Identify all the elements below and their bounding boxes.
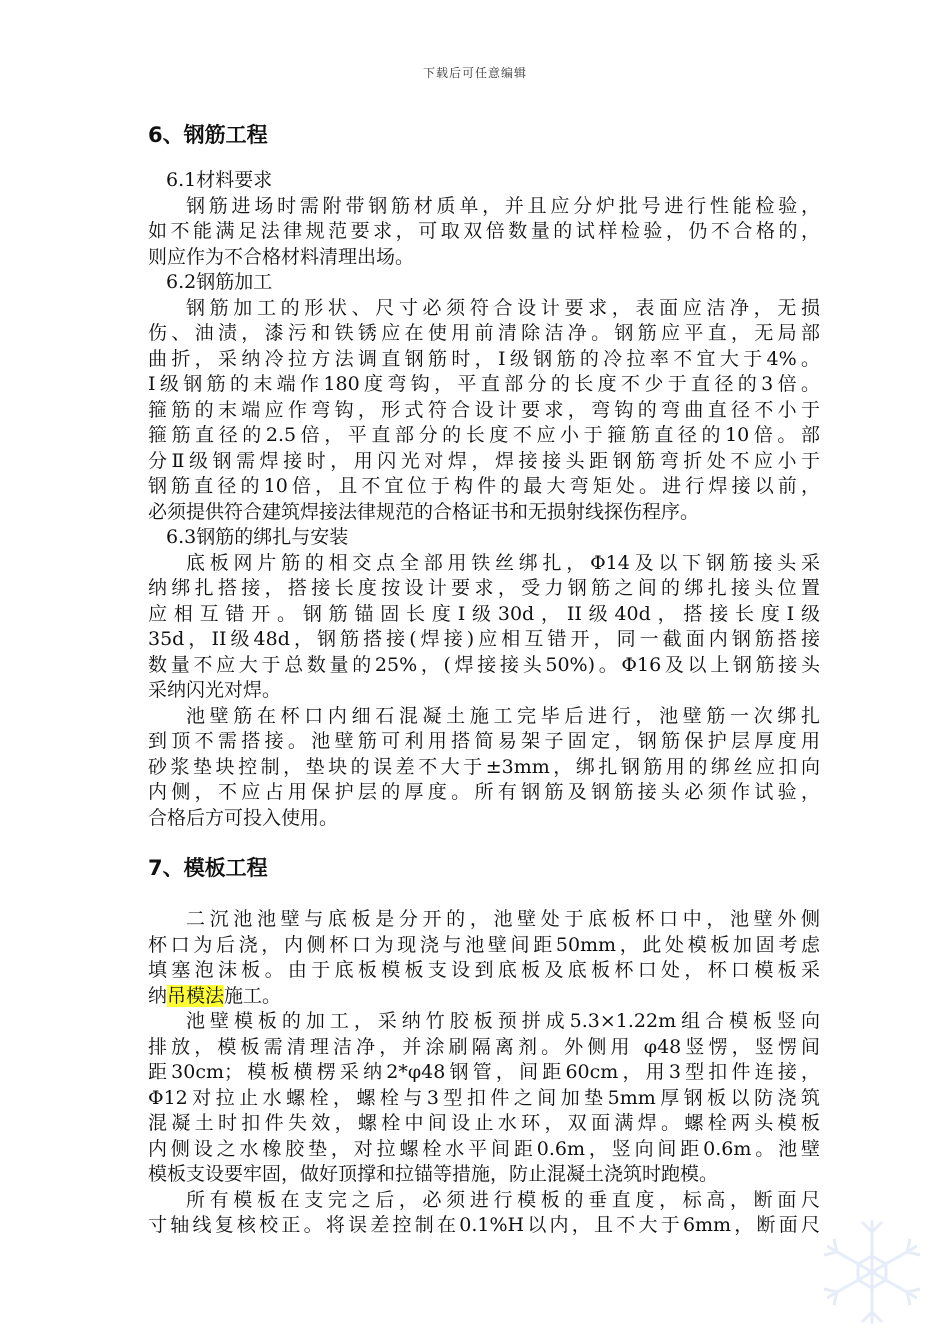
page-header: 下载后可任意编辑 [422, 66, 527, 80]
paragraph-7-c [148, 1188, 820, 1239]
text-line: 合格后方可投入使用。 [148, 806, 339, 829]
text-line: 混凝土时扣件失效，螺栓中间设止水环，双面满焊。螺栓两头模板 [148, 1112, 820, 1134]
text-line: 必须提供符合建筑焊接法律规范的合格证书和无损射线探伤程序。 [148, 500, 700, 523]
text-run: 纳 [148, 984, 168, 1007]
section-6-heading: 6、钢筋工程 [148, 123, 268, 147]
text-line: 到顶不需搭接。池壁筋可利用搭简易架子固定，钢筋保护层厚度用 [148, 730, 820, 752]
text-line: 应相互错开。钢筋锚固长度Ⅰ级30d，II级40d，搭接长度Ⅰ级 [148, 602, 820, 625]
paragraph-6-3-b [148, 704, 820, 832]
text-line: 钢筋加工的形状、尺寸必须符合设计要求，表面应洁净，无损 [186, 296, 820, 319]
paragraph-7-b [148, 1009, 820, 1188]
text-line: 数量不应大于总数量的25%，(焊接接头50%)。Φ16及以上钢筋接头 [148, 653, 820, 676]
text-line: 填塞泡沫板。由于底板模板支设到底板及底板杯口处，杯口模板采 [148, 959, 820, 981]
paragraph-6-3-a [148, 551, 820, 704]
text-line: 池壁筋在杯口内细石混凝土施工完毕后进行，池壁筋一次绑扎 [186, 704, 820, 727]
subsection-6-3-title: 6.3钢筋的绑扎与安装 [166, 526, 349, 548]
text-line: 底板网片筋的相交点全部用铁丝绑扎，Φ14及以下钢筋接头采 [186, 551, 820, 574]
text-line: 池壁模板的加工，采纳竹胶板预拼成5.3×1.22m组合模板竖向 [186, 1010, 820, 1032]
text-line: 35d，II级48d，钢筋搭接(焊接)应相互错开，同一截面内钢筋搭接 [148, 628, 820, 650]
snowflake-logo-icon [812, 1212, 932, 1332]
text-line: Φ12对拉止水螺栓，螺栓与3型扣件之间加垫5mm厚钢板以防浇筑 [148, 1086, 820, 1109]
text-line: 如不能满足法律规范要求，可取双倍数量的试样检验，仍不合格的， [148, 220, 820, 242]
text-line: 排放，模板需清理洁净，并涂刷隔离剂。外侧用 φ48竖愣，竖愣间 [148, 1035, 820, 1058]
text-line: 所有模板在支完之后，必须进行模板的垂直度，标高，断面尺 [186, 1188, 820, 1211]
document-body [148, 120, 820, 1239]
text-line: 杯口为后浇，内侧杯口为现浇与池壁间距50mm，此处模板加固考虑 [148, 933, 820, 956]
subsection-6-1-title: 6.1材料要求 [166, 169, 273, 191]
text-run: 施工。 [224, 984, 282, 1007]
text-line: 曲折，采纳冷拉方法调直钢筋时，Ⅰ级钢筋的冷拉率不宜大于4%。 [148, 347, 820, 370]
text-line: 模板支设要牢固，做好顶撑和拉锚等措施，防止混凝土浇筑时跑模。 [148, 1163, 719, 1185]
text-line: 寸轴线复核校正。将误差控制在0.1%H以内，且不大于6mm，断面尺 [148, 1214, 820, 1236]
text-line: 砂浆垫块控制，垫块的误差不大于±3mm，绑扎钢筋用的绑丝应扣向 [148, 755, 820, 778]
text-line: 则应作为不合格材料清理出场。 [148, 245, 415, 268]
text-line: 伤、油渍，漆污和铁锈应在使用前清除洁净。钢筋应平直，无局部 [148, 322, 820, 344]
text-line: 内侧，不应占用保护层的厚度。所有钢筋及钢筋接头必须作试验， [148, 781, 820, 803]
subsection-6-2-title: 6.2钢筋加工 [166, 271, 273, 293]
section-7-heading: 7、模板工程 [148, 856, 268, 880]
text-line: Ⅰ级钢筋的末端作180度弯钩，平直部分的长度不少于直径的3倍。 [148, 373, 820, 395]
paragraph-6-1 [148, 194, 820, 271]
text-line: 二沉池池壁与底板是分开的，池壁处于底板杯口中，池壁外侧 [186, 908, 820, 930]
text-line: 采纳闪光对焊。 [148, 679, 282, 701]
paragraph-7-a [148, 907, 820, 1009]
highlighted-term: 吊模法 [167, 984, 225, 1007]
paragraph-6-2 [148, 296, 820, 526]
text-line: 箍筋的末端应作弯钩，形式符合设计要求，弯钩的弯曲直径不小于 [148, 398, 820, 421]
text-line: 内侧设之水橡胶垫，对拉螺栓水平间距0.6m，竖向间距0.6m。池壁 [148, 1137, 820, 1160]
text-line: 距30cm；模板横楞采纳2*φ48钢管，间距60cm，用3型扣件连接， [148, 1061, 820, 1083]
text-line [148, 984, 820, 1010]
text-line: 纳绑扎搭接，搭接长度按设计要求，受力钢筋之间的绑扎接头位置 [148, 577, 820, 599]
text-line: 分Ⅱ级钢需焊接时，用闪光对焊，焊接接头距钢筋弯折处不应小于 [148, 449, 820, 472]
text-line: 钢筋直径的10倍，且不宜位于构件的最大弯矩处。进行焊接以前， [148, 475, 820, 497]
text-line: 箍筋直径的2.5倍，平直部分的长度不应小于箍筋直径的10倍。部 [148, 424, 820, 446]
text-line: 钢筋进场时需附带钢筋材质单，并且应分炉批号进行性能检验， [186, 194, 820, 217]
